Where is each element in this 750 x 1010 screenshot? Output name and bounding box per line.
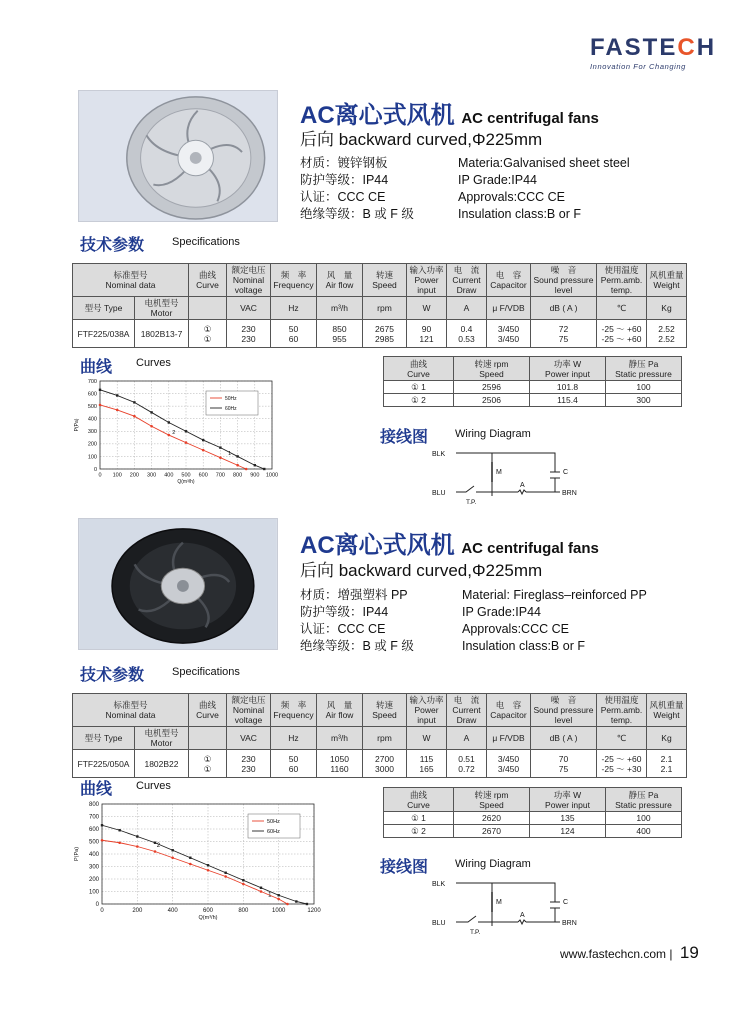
data-point (260, 887, 262, 889)
cell-frequency: 50 60 (271, 320, 317, 348)
table-row (73, 320, 687, 348)
prop-ip-zh: 防护等级：IP44 (300, 605, 389, 619)
hdr-type: 型号 Type (73, 727, 135, 750)
x-tick-label: 200 (129, 472, 139, 479)
y-tick-label: 500 (88, 839, 99, 846)
props-zh (300, 155, 414, 223)
hdr-nominal: 标准型号 Nominal data (73, 694, 189, 727)
hdr-motor: 电机型号 Motor (135, 727, 189, 750)
data-point (133, 401, 135, 403)
hdr-current: 电 流 Current Draw (447, 694, 487, 727)
x-axis-label: Q(m³/h) (177, 479, 195, 485)
data-point (118, 841, 121, 844)
product-photo-pp-fan (78, 518, 278, 650)
data-point (286, 903, 289, 906)
brand-tagline: Innovation For Changing (590, 62, 686, 71)
curves-heading-zh: 曲线 (80, 781, 113, 798)
wiring-diagram-1 (430, 444, 590, 506)
data-point (101, 824, 103, 826)
cell-motor: 1802B13-7 (135, 320, 189, 348)
table-row: ① 1 2596 101.8 100 (384, 381, 682, 394)
data-point (236, 464, 239, 467)
prop-ip-en: IP Grade:IP44 (462, 605, 541, 619)
data-point (277, 898, 280, 901)
data-point (118, 829, 120, 831)
cell-voltage: 230 230 (227, 320, 271, 348)
page-number: 19 (679, 943, 699, 962)
y-tick-label: 600 (88, 827, 99, 833)
data-point (150, 425, 153, 428)
cell-curve: ① ① (189, 320, 227, 348)
data-point (207, 864, 209, 866)
page-footer (560, 943, 699, 963)
curve-annotation: 2 (156, 843, 161, 850)
specs-heading-en: Specifications (172, 666, 240, 678)
y-tick-label: 700 (87, 378, 97, 385)
wire-label-blu: BLU (432, 490, 446, 497)
prop-ip-zh: 防护等级：IP44 (300, 173, 389, 187)
x-tick-label: 800 (233, 472, 243, 479)
data-point (260, 890, 263, 893)
cell-sound: 72 75 (531, 320, 597, 348)
prop-approvals-en: Approvals:CCC CE (462, 622, 569, 636)
cell-temp: -25 ～ +60 -25 ～ +30 (597, 750, 647, 778)
unit-curve (189, 297, 227, 320)
curves-heading-en: Curves (136, 780, 171, 792)
data-point (242, 879, 244, 881)
legend-label: 60Hz (267, 829, 280, 835)
prop-material-en: Materia:Galvanised sheet steel (458, 156, 630, 170)
hdr-curve: 曲线 Curve (189, 694, 227, 727)
y-tick-label: 300 (87, 429, 97, 436)
wiring-heading-en: Wiring Diagram (455, 858, 531, 870)
curves-heading-zh: 曲线 (80, 359, 113, 376)
unit-power: W (407, 727, 447, 750)
x-tick-label: 700 (215, 472, 225, 479)
prop-insulation-zh: 绝缘等级：B 或 F 级 (300, 639, 414, 653)
data-point (219, 446, 221, 448)
data-point (185, 430, 187, 432)
hdr-current: 电 流 Current Draw (447, 264, 487, 297)
wire-label-blk: BLK (432, 881, 446, 888)
prop-ip-en: IP Grade:IP44 (458, 173, 537, 187)
hdr-speed: 转速 Speed (363, 264, 407, 297)
data-point (224, 872, 226, 874)
curve-annotation: 2 (172, 429, 176, 436)
specs-heading-en: Specifications (172, 236, 240, 248)
hdr-weight: 风机重量 Weight (647, 264, 687, 297)
wire-label-blk: BLK (432, 451, 446, 458)
wire-label-brn: BRN (562, 490, 577, 497)
data-point (224, 875, 227, 878)
cell-temp: -25 ～ +60 -25 ～ +60 (597, 320, 647, 348)
wire-label-blu: BLU (432, 920, 446, 927)
hdr-frequency: 频 率 Frequency (271, 264, 317, 297)
x-tick-label: 900 (250, 472, 260, 479)
props-en (462, 587, 647, 655)
wiring-heading-zh: 接线图 (380, 859, 429, 876)
data-point (207, 869, 210, 872)
performance-chart-1 (72, 375, 282, 490)
cell-weight: 2.52 2.52 (647, 320, 687, 348)
hdr-type: 型号 Type (73, 297, 135, 320)
y-tick-label: 100 (87, 454, 97, 461)
legend-label: 60Hz (225, 405, 237, 412)
x-tick-label: 1000 (271, 908, 286, 914)
y-tick-label: 700 (88, 814, 99, 821)
footer-url: www.fastechcn.com (560, 947, 667, 961)
hdr-power: 输入功率 Power input (407, 694, 447, 727)
y-tick-label: 100 (88, 889, 99, 896)
data-point (168, 434, 171, 437)
wire-label-m: M (496, 469, 502, 476)
hdr-voltage: 额定电压 Nominal voltage (227, 264, 271, 297)
table-row: ① 2 2506 115.4 300 (384, 394, 682, 407)
data-point (99, 404, 102, 407)
hdr-frequency: 频 率 Frequency (271, 694, 317, 727)
prop-insulation-en: Insulation class:B or F (458, 207, 581, 221)
hdr-sound: 噪 音 Sound pressure level (531, 694, 597, 727)
operating-points-table: 曲线 Curve 转速 rpm Speed 功率 W Power input 静压 Pa Static pressure ① 1 2596 101.8 100 ① 2 2506 115.4 300 (383, 356, 682, 407)
data-point (295, 900, 297, 902)
x-tick-label: 1200 (307, 908, 321, 914)
hdr-capacitor: 电 容 Capacitor (487, 694, 531, 727)
hdr-airflow: 风 量 Air flow (317, 264, 363, 297)
product-subtitle: 后向 backward curved,Φ225mm (300, 130, 543, 149)
table-row: ① 2 2670 124 400 (384, 825, 682, 838)
hdr-nominal: 标准型号 Nominal data (73, 264, 189, 297)
wiring-diagram-2 (432, 874, 592, 936)
cell-type: FTF225/050A (73, 750, 135, 778)
data-point (242, 883, 245, 886)
unit-current: A (447, 727, 487, 750)
spec-table (72, 263, 687, 348)
curve-annotation: 1 (268, 892, 272, 899)
data-point (99, 389, 101, 391)
table-row (73, 750, 687, 778)
data-point (254, 464, 256, 466)
data-point (202, 449, 205, 452)
cell-sound: 70 75 (531, 750, 597, 778)
props-en (458, 155, 630, 223)
wire-label-brn: BRN (562, 920, 577, 927)
data-point (116, 409, 119, 412)
data-point (306, 903, 308, 905)
unit-sound: dB ( A ) (531, 297, 597, 320)
x-axis-label: Q(m³/h) (198, 915, 218, 921)
x-tick-label: 100 (112, 472, 122, 479)
data-point (101, 839, 104, 842)
data-point (171, 856, 174, 859)
performance-chart-2 (72, 798, 332, 928)
hdr-motor: 电机型号 Motor (135, 297, 189, 320)
cell-capacitor: 3/450 3/450 (487, 750, 531, 778)
data-point (185, 441, 188, 444)
props-zh (300, 587, 414, 655)
wiring-heading-zh: 接线图 (380, 429, 429, 446)
prop-insulation-zh: 绝缘等级：B 或 F 级 (300, 207, 414, 221)
cell-power: 115 165 (407, 750, 447, 778)
cell-speed: 2700 3000 (363, 750, 407, 778)
data-point (116, 394, 118, 396)
curve-annotation: 1 (228, 451, 232, 458)
prop-material-zh: 材质：镀锌钢板 (300, 156, 388, 170)
hdr-voltage: 额定电压 Nominal voltage (227, 694, 271, 727)
unit-weight: Kg (647, 727, 687, 750)
hdr-sound: 噪 音 Sound pressure level (531, 264, 597, 297)
unit-capacitor: μ F/VDB (487, 727, 531, 750)
unit-speed: rpm (363, 297, 407, 320)
data-point (168, 421, 170, 423)
wire-label-c: C (563, 899, 569, 906)
cell-frequency: 50 60 (271, 750, 317, 778)
y-axis-label: P(Pa) (74, 418, 80, 432)
product-title: AC离心式风机 AC centrifugal fans (300, 102, 599, 129)
data-point (136, 845, 139, 848)
hdr-speed: 转速 Speed (363, 694, 407, 727)
data-point (189, 857, 191, 859)
prop-approvals-zh: 认证：CCC CE (300, 622, 386, 636)
cell-type: FTF225/038A (73, 320, 135, 348)
unit-voltage: VAC (227, 727, 271, 750)
wire-label-tp: T.P. (470, 929, 481, 936)
y-tick-label: 0 (93, 466, 97, 473)
cell-speed: 2675 2985 (363, 320, 407, 348)
wiring-heading-en: Wiring Diagram (455, 428, 531, 440)
y-tick-label: 400 (88, 852, 99, 858)
data-point (236, 455, 238, 457)
cell-current: 0.4 0.53 (447, 320, 487, 348)
y-tick-label: 300 (88, 864, 99, 871)
y-tick-label: 200 (87, 441, 97, 448)
y-tick-label: 600 (87, 391, 97, 398)
unit-frequency: Hz (271, 727, 317, 750)
specs-heading-zh: 技术参数 (80, 667, 145, 684)
data-point (171, 849, 173, 851)
hdr-temp: 使用温度 Perm.amb. temp. (597, 264, 647, 297)
unit-capacitor: μ F/VDB (487, 297, 531, 320)
hdr-airflow: 风 量 Air flow (317, 694, 363, 727)
unit-voltage: VAC (227, 297, 271, 320)
data-point (189, 863, 192, 866)
cell-motor: 1802B22 (135, 750, 189, 778)
legend-label: 50Hz (225, 395, 237, 402)
data-point (133, 415, 136, 418)
product-subtitle: 后向 backward curved,Φ225mm (300, 561, 543, 580)
unit-frequency: Hz (271, 297, 317, 320)
data-point (150, 411, 152, 413)
x-tick-label: 600 (198, 472, 208, 479)
cell-weight: 2.1 2.1 (647, 750, 687, 778)
y-tick-label: 500 (87, 403, 97, 410)
x-tick-label: 400 (167, 908, 178, 914)
cell-curve: ① ① (189, 750, 227, 778)
hdr-capacitor: 电 容 Capacitor (487, 264, 531, 297)
cell-airflow: 850 955 (317, 320, 363, 348)
footer-separator: | (669, 947, 673, 961)
x-tick-label: 600 (202, 908, 214, 914)
hdr-power: 输入功率 Power input (407, 264, 447, 297)
brand-logo (590, 36, 720, 72)
y-tick-label: 400 (87, 416, 97, 423)
brand-wordmark: FASTECH (590, 34, 717, 61)
data-point (263, 468, 265, 470)
cell-capacitor: 3/450 3/450 (487, 320, 531, 348)
x-tick-label: 200 (132, 908, 143, 914)
x-tick-label: 500 (181, 472, 191, 479)
unit-temp: ℃ (597, 727, 647, 750)
unit-power: W (407, 297, 447, 320)
y-axis-label: P(Pa) (74, 846, 80, 862)
wire-label-m: M (496, 899, 502, 906)
y-tick-label: 0 (95, 902, 99, 908)
x-tick-label: 400 (164, 472, 174, 479)
hdr-weight: 风机重量 Weight (647, 694, 687, 727)
operating-points-table: 曲线 Curve 转速 rpm Speed 功率 W Power input 静压 Pa Static pressure ① 1 2620 135 100 ① 2 2670 124 400 (383, 787, 682, 838)
data-point (219, 456, 222, 459)
product-title: AC离心式风机 AC centrifugal fans (300, 532, 599, 559)
x-tick-label: 1000 (265, 472, 279, 479)
y-tick-label: 800 (88, 802, 99, 808)
wire-label-a: A (520, 482, 525, 489)
wire-label-tp: T.P. (466, 499, 477, 506)
wire-label-c: C (563, 469, 569, 476)
spec-table (72, 693, 687, 778)
specs-heading-zh: 技术参数 (80, 237, 145, 254)
wire-label-a: A (520, 912, 525, 919)
series-line-50Hz (102, 840, 288, 904)
cell-current: 0.51 0.72 (447, 750, 487, 778)
unit-sound: dB ( A ) (531, 727, 597, 750)
product-photo-steel-fan (78, 90, 278, 222)
legend-label: 50Hz (267, 819, 280, 825)
cell-power: 90 121 (407, 320, 447, 348)
table-row: ① 1 2620 135 100 (384, 812, 682, 825)
unit-airflow: m³/h (317, 297, 363, 320)
prop-approvals-zh: 认证：CCC CE (300, 190, 386, 204)
data-point (136, 835, 138, 837)
data-point (245, 468, 248, 471)
x-tick-label: 800 (238, 908, 249, 914)
unit-weight: Kg (647, 297, 687, 320)
x-tick-label: 0 (100, 908, 104, 914)
data-point (202, 439, 204, 441)
data-point (277, 894, 279, 896)
unit-temp: ℃ (597, 297, 647, 320)
prop-material-zh: 材质：增强塑料 PP (300, 588, 408, 602)
data-point (154, 850, 157, 853)
cell-voltage: 230 230 (227, 750, 271, 778)
cell-airflow: 1050 1160 (317, 750, 363, 778)
unit-curve (189, 727, 227, 750)
hdr-temp: 使用温度 Perm.amb. temp. (597, 694, 647, 727)
prop-insulation-en: Insulation class:B or F (462, 639, 585, 653)
hdr-curve: 曲线 Curve (189, 264, 227, 297)
x-tick-label: 300 (147, 472, 157, 479)
unit-airflow: m³/h (317, 727, 363, 750)
prop-material-en: Material: Fireglass–reinforced PP (462, 588, 647, 602)
unit-speed: rpm (363, 727, 407, 750)
unit-current: A (447, 297, 487, 320)
y-tick-label: 200 (88, 877, 99, 883)
curves-heading-en: Curves (136, 357, 171, 369)
x-tick-label: 0 (98, 472, 102, 479)
prop-approvals-en: Approvals:CCC CE (458, 190, 565, 204)
